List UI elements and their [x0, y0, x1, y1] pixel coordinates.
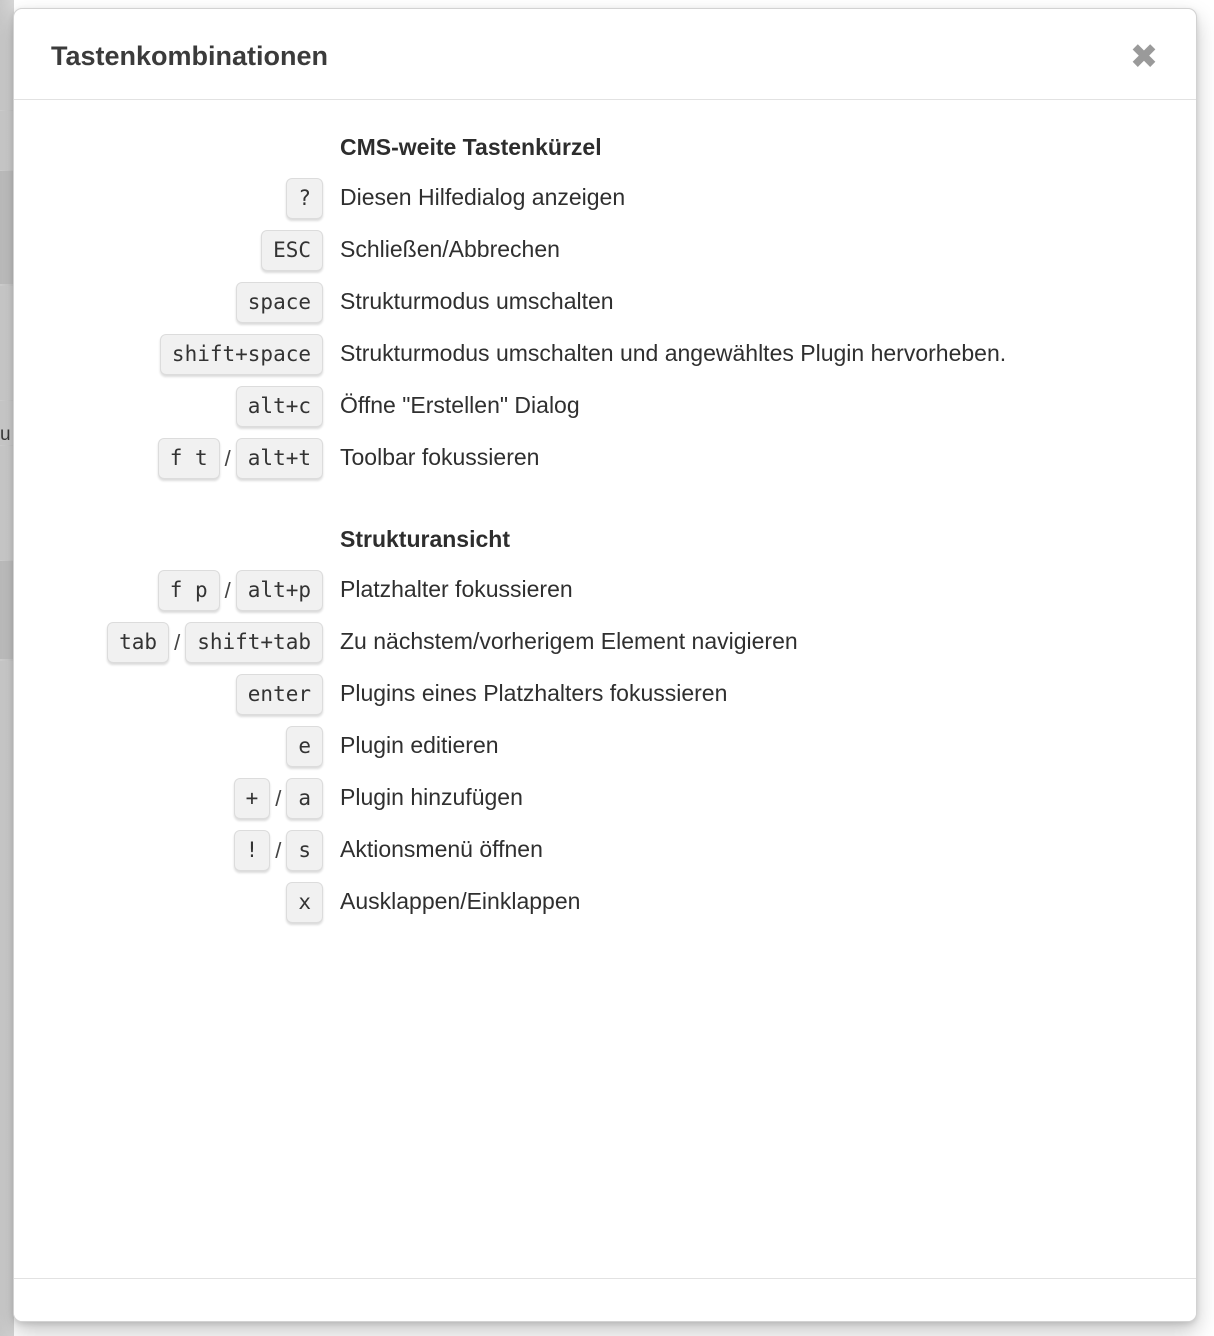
key-separator: / — [275, 785, 282, 811]
shortcut-section — [14, 525, 1196, 923]
key-separator: / — [174, 629, 181, 655]
key-cap: + — [234, 778, 271, 819]
key-cap: enter — [236, 674, 323, 715]
page-title: Tastenkombinationen — [51, 41, 329, 71]
keyboard-shortcuts-modal — [13, 8, 1197, 1322]
shortcut-description: Plugin hinzufügen — [340, 784, 523, 810]
shortcut-sections — [14, 133, 1196, 923]
key-cap: ? — [286, 178, 323, 219]
key-cap: x — [286, 882, 323, 923]
shortcut-description: Plugins eines Platzhalters fokussieren — [340, 680, 728, 706]
close-icon: ✖ — [1129, 37, 1159, 77]
shortcut-row — [14, 725, 1196, 767]
key-cap: alt+t — [236, 438, 323, 479]
shortcut-description: Zu nächstem/vorherigem Element navigieren — [340, 628, 798, 654]
background-divider — [0, 445, 13, 446]
shortcut-row — [14, 437, 1196, 479]
key-separator: / — [224, 445, 231, 471]
shortcut-description: Plugin editieren — [340, 732, 499, 758]
shortcut-keys — [14, 777, 323, 819]
shortcut-row — [14, 829, 1196, 871]
shortcut-section — [14, 133, 1196, 479]
close-button[interactable] — [1122, 35, 1166, 79]
shortcut-row — [14, 777, 1196, 819]
background-divider — [0, 400, 13, 401]
background-text-sliver: u — [0, 424, 11, 445]
background-row — [0, 560, 13, 660]
shortcut-keys — [14, 177, 323, 219]
background-divider — [0, 660, 13, 661]
shortcut-keys — [14, 281, 323, 323]
shortcut-description: Toolbar fokussieren — [340, 444, 540, 470]
shortcut-row — [14, 881, 1196, 923]
shortcut-description: Strukturmodus umschalten und angewähltes Plugin hervorheben. — [340, 340, 1007, 366]
shortcut-description: Ausklappen/Einklappen — [340, 888, 581, 914]
shortcut-keys — [14, 673, 323, 715]
shortcut-row — [14, 229, 1196, 271]
shortcut-keys — [14, 621, 323, 663]
shortcut-keys — [14, 229, 323, 271]
shortcut-description: Platzhalter fokussieren — [340, 576, 573, 602]
key-cap: ! — [234, 830, 271, 871]
shortcut-description: Aktionsmenü öffnen — [340, 836, 543, 862]
background-divider — [0, 170, 13, 171]
shortcut-row — [14, 281, 1196, 323]
shortcut-description: Öffne "Erstellen" Dialog — [340, 392, 580, 418]
key-cap: shift+space — [160, 334, 323, 375]
key-cap: shift+tab — [185, 622, 323, 663]
key-cap: alt+c — [236, 386, 323, 427]
section-heading: CMS-weite Tastenkürzel — [340, 134, 602, 160]
background-divider — [0, 110, 13, 111]
modal-footer — [14, 1278, 1196, 1322]
shortcut-keys — [14, 829, 323, 871]
shortcut-row — [14, 177, 1196, 219]
shortcut-row — [14, 333, 1196, 375]
background-divider — [0, 560, 13, 561]
key-cap: space — [236, 282, 323, 323]
key-cap: f t — [158, 438, 220, 479]
shortcut-keys — [14, 385, 323, 427]
shortcut-row — [14, 385, 1196, 427]
section-heading: Strukturansicht — [340, 526, 510, 552]
shortcut-keys — [14, 881, 323, 923]
shortcut-keys — [14, 569, 323, 611]
shortcut-keys — [14, 333, 323, 375]
shortcut-row — [14, 569, 1196, 611]
modal-header — [14, 9, 1196, 100]
shortcut-row — [14, 621, 1196, 663]
shortcut-description: Schließen/Abbrechen — [340, 236, 560, 262]
background-divider — [0, 285, 13, 286]
background-row — [0, 170, 13, 285]
key-cap: ESC — [261, 230, 323, 271]
shortcut-keys — [14, 437, 323, 479]
shortcut-description: Diesen Hilfedialog anzeigen — [340, 184, 626, 210]
key-separator: / — [275, 837, 282, 863]
key-cap: tab — [107, 622, 169, 663]
key-cap: s — [286, 830, 323, 871]
key-cap: a — [286, 778, 323, 819]
shortcut-row — [14, 673, 1196, 715]
key-cap: e — [286, 726, 323, 767]
key-cap: f p — [158, 570, 220, 611]
modal-body — [14, 100, 1196, 1278]
shortcut-keys — [14, 725, 323, 767]
shortcut-description: Strukturmodus umschalten — [340, 288, 614, 314]
key-separator: / — [224, 577, 231, 603]
key-cap: alt+p — [236, 570, 323, 611]
